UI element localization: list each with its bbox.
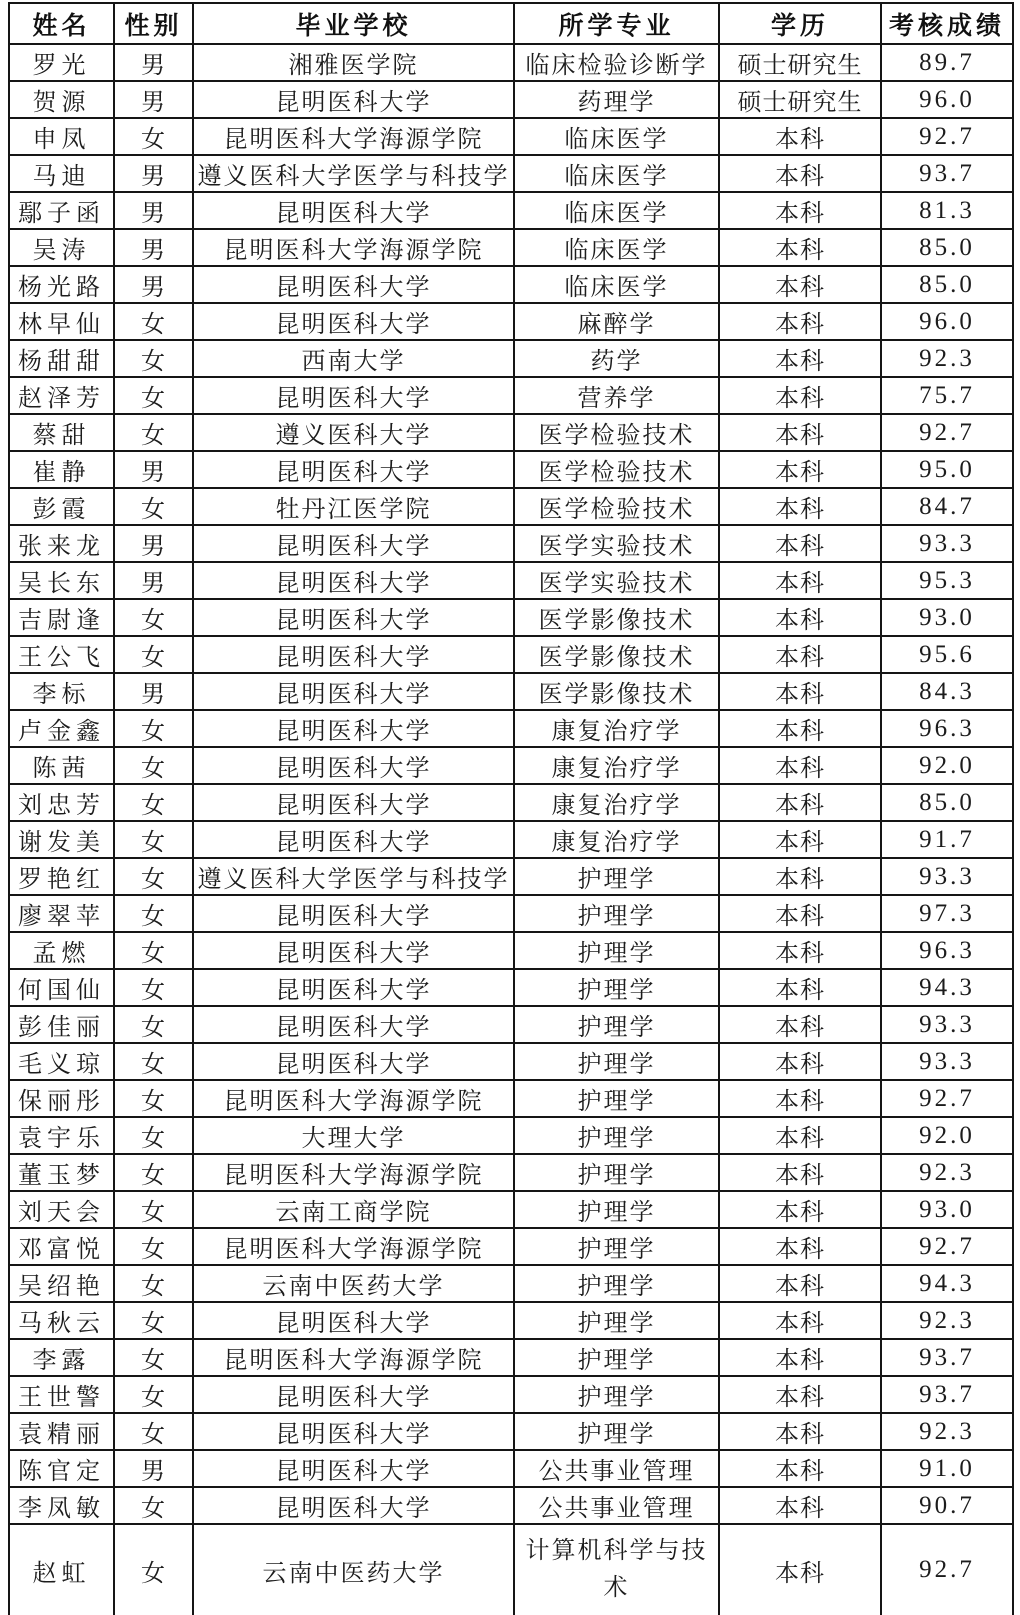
cell-gender: 男 [114,155,193,192]
table-row [9,673,1013,710]
table-row [9,710,1013,747]
cell-school: 昆明医科大学 [193,784,514,821]
cell-school: 昆明医科大学 [193,1376,514,1413]
cell-gender: 女 [114,599,193,636]
cell-score: 92.3 [881,1302,1013,1339]
cell-gender: 女 [114,377,193,414]
cell-degree: 本科 [719,1265,881,1302]
cell-name: 贺源 [9,81,114,118]
cell-name: 陈茜 [9,747,114,784]
cell-degree: 本科 [719,155,881,192]
cell-school: 昆明医科大学 [193,895,514,932]
cell-school: 昆明医科大学 [193,710,514,747]
cell-school: 云南中医药大学 [193,1265,514,1302]
cell-degree: 本科 [719,1154,881,1191]
cell-major: 医学检验技术 [514,451,719,488]
cell-score: 96.0 [881,81,1013,118]
cell-degree: 本科 [719,1339,881,1376]
table-row [9,1191,1013,1228]
cell-name: 袁精丽 [9,1413,114,1450]
cell-degree: 本科 [719,562,881,599]
table-row [9,81,1013,118]
cell-score: 85.0 [881,229,1013,266]
column-header-gender: 性别 [114,3,193,44]
table-header [9,3,1013,44]
cell-major: 护理学 [514,1302,719,1339]
cell-degree: 硕士研究生 [719,44,881,81]
table-row [9,118,1013,155]
table-row [9,1228,1013,1265]
cell-name: 杨甜甜 [9,340,114,377]
cell-major: 医学影像技术 [514,673,719,710]
cell-major: 医学实验技术 [514,562,719,599]
cell-school: 昆明医科大学 [193,266,514,303]
cell-name: 马迪 [9,155,114,192]
cell-score: 96.0 [881,303,1013,340]
cell-score: 97.3 [881,895,1013,932]
cell-school: 遵义医科大学医学与科技学 [193,858,514,895]
table-row [9,1376,1013,1413]
cell-major: 护理学 [514,1413,719,1450]
cell-degree: 本科 [719,525,881,562]
cell-degree: 本科 [719,1450,881,1487]
table-row [9,266,1013,303]
cell-school: 昆明医科大学 [193,821,514,858]
cell-gender: 女 [114,118,193,155]
cell-major: 护理学 [514,1043,719,1080]
cell-major: 临床医学 [514,118,719,155]
cell-gender: 男 [114,229,193,266]
cell-school: 遵义医科大学 [193,414,514,451]
table-row [9,303,1013,340]
cell-degree: 本科 [719,414,881,451]
cell-school: 湘雅医学院 [193,44,514,81]
cell-school: 云南中医药大学 [193,1524,514,1615]
table-row [9,599,1013,636]
table-row [9,1450,1013,1487]
cell-school: 昆明医科大学 [193,747,514,784]
cell-gender: 女 [114,747,193,784]
cell-school: 云南工商学院 [193,1191,514,1228]
cell-name: 保丽彤 [9,1080,114,1117]
cell-school: 遵义医科大学医学与科技学 [193,155,514,192]
table-row [9,1154,1013,1191]
cell-score: 92.7 [881,414,1013,451]
table-row [9,192,1013,229]
cell-degree: 本科 [719,1524,881,1615]
cell-score: 96.3 [881,710,1013,747]
cell-name: 孟燃 [9,932,114,969]
cell-major: 临床医学 [514,192,719,229]
cell-name: 罗光 [9,44,114,81]
cell-major: 药学 [514,340,719,377]
table-row [9,525,1013,562]
cell-major: 计算机科学与技术 [514,1524,719,1615]
cell-score: 93.3 [881,1006,1013,1043]
cell-degree: 本科 [719,858,881,895]
cell-name: 李凤敏 [9,1487,114,1524]
cell-name: 李标 [9,673,114,710]
cell-score: 90.7 [881,1487,1013,1524]
cell-score: 92.0 [881,747,1013,784]
cell-name: 李露 [9,1339,114,1376]
cell-major: 康复治疗学 [514,821,719,858]
cell-major: 公共事业管理 [514,1450,719,1487]
cell-name: 卢金鑫 [9,710,114,747]
table-row [9,1339,1013,1376]
cell-major: 药理学 [514,81,719,118]
cell-degree: 本科 [719,599,881,636]
cell-school: 昆明医科大学 [193,81,514,118]
cell-name: 何国仙 [9,969,114,1006]
cell-degree: 本科 [719,1228,881,1265]
column-header-name: 姓名 [9,3,114,44]
cell-school: 昆明医科大学 [193,1487,514,1524]
cell-score: 93.0 [881,1191,1013,1228]
cell-degree: 本科 [719,1413,881,1450]
table-row [9,784,1013,821]
cell-score: 92.3 [881,1413,1013,1450]
table-row [9,155,1013,192]
cell-gender: 女 [114,340,193,377]
cell-name: 谢发美 [9,821,114,858]
cell-gender: 男 [114,451,193,488]
cell-degree: 本科 [719,1080,881,1117]
cell-school: 昆明医科大学 [193,1043,514,1080]
cell-degree: 本科 [719,673,881,710]
cell-gender: 女 [114,1487,193,1524]
cell-name: 刘忠芳 [9,784,114,821]
cell-major: 康复治疗学 [514,710,719,747]
cell-gender: 女 [114,1524,193,1615]
table-row [9,1117,1013,1154]
cell-name: 彭佳丽 [9,1006,114,1043]
cell-score: 93.3 [881,1043,1013,1080]
cell-school: 昆明医科大学海源学院 [193,1080,514,1117]
table-row [9,1487,1013,1524]
cell-score: 89.7 [881,44,1013,81]
cell-gender: 女 [114,1080,193,1117]
table-row [9,1413,1013,1450]
cell-major: 公共事业管理 [514,1487,719,1524]
cell-score: 93.7 [881,1339,1013,1376]
cell-major: 护理学 [514,932,719,969]
cell-gender: 女 [114,636,193,673]
cell-degree: 本科 [719,1487,881,1524]
cell-major: 护理学 [514,1080,719,1117]
cell-degree: 本科 [719,1376,881,1413]
cell-score: 95.3 [881,562,1013,599]
cell-school: 大理大学 [193,1117,514,1154]
cell-name: 罗艳红 [9,858,114,895]
cell-major: 临床医学 [514,229,719,266]
cell-degree: 本科 [719,488,881,525]
cell-score: 92.3 [881,340,1013,377]
cell-gender: 男 [114,44,193,81]
cell-degree: 本科 [719,377,881,414]
cell-gender: 女 [114,784,193,821]
table-row [9,1006,1013,1043]
table-row [9,1524,1013,1615]
cell-name: 鄢子函 [9,192,114,229]
cell-major: 护理学 [514,969,719,1006]
cell-major: 营养学 [514,377,719,414]
table-row [9,932,1013,969]
cell-name: 刘天会 [9,1191,114,1228]
column-header-major: 所学专业 [514,3,719,44]
table-row [9,562,1013,599]
cell-score: 92.3 [881,1154,1013,1191]
cell-school: 昆明医科大学海源学院 [193,118,514,155]
cell-name: 蔡甜 [9,414,114,451]
cell-score: 92.7 [881,118,1013,155]
cell-school: 昆明医科大学 [193,636,514,673]
table-row [9,451,1013,488]
cell-gender: 男 [114,673,193,710]
cell-school: 昆明医科大学 [193,969,514,1006]
cell-school: 昆明医科大学 [193,673,514,710]
table-row [9,414,1013,451]
cell-major: 护理学 [514,1154,719,1191]
table-row [9,636,1013,673]
cell-gender: 女 [114,1339,193,1376]
cell-name: 吴涛 [9,229,114,266]
cell-degree: 本科 [719,895,881,932]
cell-gender: 女 [114,969,193,1006]
cell-gender: 女 [114,1043,193,1080]
cell-school: 昆明医科大学 [193,1302,514,1339]
table-body [9,44,1013,1615]
table-row [9,858,1013,895]
cell-school: 昆明医科大学海源学院 [193,1228,514,1265]
cell-degree: 本科 [719,118,881,155]
cell-gender: 女 [114,1228,193,1265]
cell-school: 昆明医科大学 [193,1413,514,1450]
table-row [9,229,1013,266]
cell-score: 93.0 [881,599,1013,636]
cell-major: 临床检验诊断学 [514,44,719,81]
cell-school: 昆明医科大学 [193,1450,514,1487]
table-row [9,1043,1013,1080]
table-row [9,488,1013,525]
cell-major: 医学实验技术 [514,525,719,562]
table-row [9,821,1013,858]
cell-school: 昆明医科大学 [193,525,514,562]
cell-gender: 女 [114,710,193,747]
cell-score: 81.3 [881,192,1013,229]
document-page [0,2,1020,1601]
cell-gender: 女 [114,488,193,525]
cell-name: 毛义琼 [9,1043,114,1080]
cell-score: 92.0 [881,1117,1013,1154]
cell-score: 91.7 [881,821,1013,858]
cell-degree: 本科 [719,710,881,747]
cell-name: 王世警 [9,1376,114,1413]
cell-school: 昆明医科大学 [193,562,514,599]
cell-score: 91.0 [881,1450,1013,1487]
cell-major: 护理学 [514,1117,719,1154]
cell-score: 84.3 [881,673,1013,710]
cell-major: 医学影像技术 [514,636,719,673]
cell-major: 护理学 [514,895,719,932]
cell-degree: 本科 [719,784,881,821]
cell-score: 85.0 [881,266,1013,303]
cell-name: 吉尉逢 [9,599,114,636]
cell-score: 95.0 [881,451,1013,488]
cell-gender: 男 [114,192,193,229]
cell-score: 93.7 [881,155,1013,192]
cell-gender: 女 [114,414,193,451]
cell-degree: 本科 [719,932,881,969]
column-header-school: 毕业学校 [193,3,514,44]
cell-major: 护理学 [514,1191,719,1228]
cell-name: 赵泽芳 [9,377,114,414]
cell-major: 护理学 [514,1265,719,1302]
cell-gender: 女 [114,1302,193,1339]
cell-degree: 本科 [719,1006,881,1043]
cell-school: 牡丹江医学院 [193,488,514,525]
cell-degree: 本科 [719,636,881,673]
cell-degree: 本科 [719,192,881,229]
candidates-table [8,2,1014,1615]
cell-school: 昆明医科大学 [193,451,514,488]
cell-degree: 本科 [719,821,881,858]
cell-degree: 本科 [719,229,881,266]
cell-school: 昆明医科大学海源学院 [193,1154,514,1191]
cell-school: 昆明医科大学 [193,303,514,340]
cell-gender: 女 [114,895,193,932]
cell-gender: 男 [114,81,193,118]
cell-major: 临床医学 [514,266,719,303]
cell-degree: 硕士研究生 [719,81,881,118]
cell-major: 医学影像技术 [514,599,719,636]
cell-major: 麻醉学 [514,303,719,340]
cell-gender: 女 [114,858,193,895]
cell-gender: 男 [114,1450,193,1487]
cell-school: 昆明医科大学 [193,932,514,969]
cell-name: 吴绍艳 [9,1265,114,1302]
cell-score: 93.3 [881,525,1013,562]
cell-name: 陈官定 [9,1450,114,1487]
cell-major: 医学检验技术 [514,488,719,525]
cell-gender: 女 [114,1154,193,1191]
cell-major: 康复治疗学 [514,784,719,821]
cell-gender: 男 [114,266,193,303]
cell-gender: 女 [114,1191,193,1228]
cell-gender: 女 [114,1413,193,1450]
cell-name: 袁宇乐 [9,1117,114,1154]
cell-gender: 女 [114,1006,193,1043]
column-header-degree: 学历 [719,3,881,44]
cell-name: 邓富悦 [9,1228,114,1265]
cell-name: 申凤 [9,118,114,155]
cell-degree: 本科 [719,747,881,784]
cell-gender: 女 [114,932,193,969]
cell-score: 92.7 [881,1080,1013,1117]
cell-score: 94.3 [881,969,1013,1006]
cell-gender: 男 [114,525,193,562]
cell-gender: 男 [114,562,193,599]
cell-name: 吴长东 [9,562,114,599]
cell-major: 康复治疗学 [514,747,719,784]
cell-major: 护理学 [514,1376,719,1413]
cell-degree: 本科 [719,266,881,303]
table-row [9,44,1013,81]
cell-school: 西南大学 [193,340,514,377]
cell-name: 杨光路 [9,266,114,303]
cell-name: 董玉梦 [9,1154,114,1191]
cell-score: 75.7 [881,377,1013,414]
cell-degree: 本科 [719,969,881,1006]
cell-score: 95.6 [881,636,1013,673]
cell-gender: 女 [114,1117,193,1154]
cell-score: 85.0 [881,784,1013,821]
table-row [9,1080,1013,1117]
cell-name: 彭霞 [9,488,114,525]
cell-name: 林早仙 [9,303,114,340]
cell-major: 医学检验技术 [514,414,719,451]
cell-gender: 女 [114,1265,193,1302]
cell-school: 昆明医科大学 [193,1006,514,1043]
cell-score: 93.7 [881,1376,1013,1413]
cell-degree: 本科 [719,1117,881,1154]
cell-school: 昆明医科大学海源学院 [193,1339,514,1376]
cell-name: 赵虹 [9,1524,114,1615]
cell-gender: 女 [114,821,193,858]
cell-score: 93.3 [881,858,1013,895]
table-row [9,1302,1013,1339]
cell-degree: 本科 [719,451,881,488]
table-row [9,340,1013,377]
table-row [9,747,1013,784]
cell-major: 护理学 [514,1006,719,1043]
cell-name: 马秋云 [9,1302,114,1339]
cell-score: 92.7 [881,1228,1013,1265]
cell-name: 张来龙 [9,525,114,562]
cell-school: 昆明医科大学海源学院 [193,229,514,266]
cell-degree: 本科 [719,340,881,377]
table-row [9,969,1013,1006]
cell-degree: 本科 [719,1302,881,1339]
header-row [9,3,1013,44]
cell-score: 94.3 [881,1265,1013,1302]
table-row [9,1265,1013,1302]
cell-gender: 女 [114,303,193,340]
table-row [9,377,1013,414]
cell-major: 护理学 [514,1228,719,1265]
cell-degree: 本科 [719,303,881,340]
cell-major: 护理学 [514,858,719,895]
cell-major: 临床医学 [514,155,719,192]
cell-major: 护理学 [514,1339,719,1376]
cell-degree: 本科 [719,1191,881,1228]
cell-name: 王公飞 [9,636,114,673]
cell-gender: 女 [114,1376,193,1413]
cell-school: 昆明医科大学 [193,192,514,229]
cell-name: 廖翠苹 [9,895,114,932]
cell-name: 崔静 [9,451,114,488]
table-row [9,895,1013,932]
cell-score: 84.7 [881,488,1013,525]
column-header-score: 考核成绩 [881,3,1013,44]
cell-school: 昆明医科大学 [193,599,514,636]
cell-school: 昆明医科大学 [193,377,514,414]
cell-score: 92.7 [881,1524,1013,1615]
cell-degree: 本科 [719,1043,881,1080]
cell-score: 96.3 [881,932,1013,969]
